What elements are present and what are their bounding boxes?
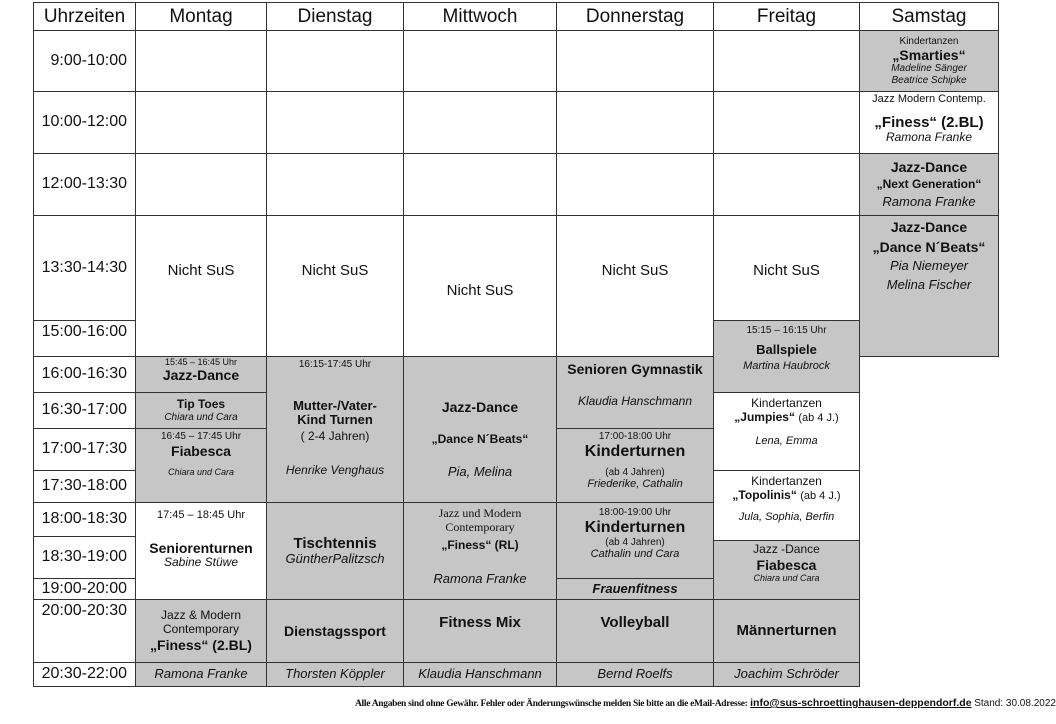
nicht-sus-label: Nicht SuS (601, 262, 669, 279)
course-jazz-dance-mon (135, 356, 267, 393)
time-cell (33, 599, 136, 663)
course-type: Kindertanzen (751, 396, 822, 410)
empty-cell (135, 91, 267, 154)
course-type: Contemporary (162, 621, 240, 636)
course-name: Kinderturnen (584, 442, 686, 460)
course-kinderturnen-1 (556, 428, 714, 503)
course-smarties (859, 30, 999, 92)
course-name: Frauenfitness (592, 580, 678, 596)
course-type: Kindertanzen (899, 35, 959, 47)
header-label: Montag (169, 5, 233, 27)
trainer: Henrike Venghaus (285, 463, 385, 478)
course-name: Seniorenturnen (149, 539, 253, 556)
empty-cell (713, 30, 860, 92)
trainer: Klaudia Hanschmann (577, 394, 693, 409)
time-label: 12:00-13:30 (41, 175, 127, 193)
empty-cell (403, 30, 557, 92)
course-senioren-gymnastik (556, 356, 714, 429)
course-time: 15:15 – 16:15 Uhr (746, 325, 827, 336)
trainer: Joachim Schröder (734, 666, 839, 682)
time-cell (33, 392, 136, 429)
course-type: Jazz Modern Contemp. (872, 93, 986, 105)
course-name: Jazz-Dance (441, 399, 519, 415)
course-age: (ab 4 J.) (800, 489, 841, 502)
course-name: „Smarties“ (892, 47, 966, 64)
course-maennerturnen (713, 599, 860, 663)
empty-cell (135, 30, 267, 92)
header-label: Mittwoch (442, 5, 518, 27)
header-donnerstag (556, 2, 714, 31)
course-dienstagssport (266, 599, 404, 663)
trainer: Ramona Franke (433, 571, 527, 587)
course-name: Fitness Mix (439, 614, 521, 631)
header-label: Donnerstag (585, 5, 685, 27)
empty-cell (266, 91, 404, 154)
time-cell (33, 320, 136, 357)
trainer: Madeline Sänger (891, 63, 967, 75)
course-name: Tip Toes (176, 396, 226, 411)
time-cell (33, 662, 136, 687)
nicht-sus-label: Nicht SuS (446, 282, 514, 299)
time-cell (33, 30, 136, 92)
course-type: Contemporary (445, 519, 515, 534)
trainer: Klaudia Hanschmann (418, 666, 542, 682)
header-mittwoch (403, 2, 557, 31)
trainer: GüntherPalitzsch (285, 551, 385, 567)
trainer: Thorsten Köppler (285, 666, 385, 682)
trainer: Sabine Stüwe (163, 554, 239, 569)
trainer: Chiara und Cara (164, 411, 238, 423)
trainer: Chiara und Cara (167, 466, 235, 477)
time-label: 18:30-19:00 (41, 548, 127, 566)
course-kinderturnen-2 (556, 502, 714, 579)
time-label: 16:30-17:00 (41, 401, 127, 419)
trainer: Cathalin und Cara (590, 548, 680, 561)
course-tip-toes (135, 392, 267, 429)
course-age: ( 2-4 Jahren) (300, 429, 370, 444)
trainer: Lena, Emma (755, 434, 818, 447)
course-age: (ab 4 Jahren) (605, 466, 665, 478)
course-name: Fiabesca (756, 556, 817, 573)
date-stamp: Stand: 30.08.2022 (974, 698, 1056, 709)
course-name: Ballspiele (756, 341, 817, 357)
time-label: 17:00-17:30 (41, 440, 127, 458)
empty-cell (266, 30, 404, 92)
nicht-sus-label: Nicht SuS (301, 262, 369, 279)
course-age: (ab 4 Jahren) (605, 536, 665, 548)
header-samstag (859, 2, 999, 31)
course-name: Senioren Gymnastik (567, 361, 703, 377)
course-seniorenturnen (135, 502, 267, 600)
course-volleyball (556, 599, 714, 663)
header-label: Uhrzeiten (43, 5, 126, 27)
course-name: Tischtennis (293, 534, 377, 552)
course-jazz-dance-wed (403, 356, 557, 503)
course-name: „Dance N´Beats“ (872, 239, 986, 256)
time-label: 15:00-16:00 (41, 323, 127, 340)
course-name: Männerturnen (736, 622, 837, 640)
nicht-sus-montag (135, 215, 267, 357)
course-tischtennis (266, 502, 404, 600)
course-name: „Finess“ (2.BL) (150, 636, 252, 653)
time-label: 16:00-16:30 (41, 365, 127, 383)
empty-cell (403, 153, 557, 216)
schedule-table (33, 2, 998, 686)
header-label: Samstag (891, 5, 967, 27)
time-label: 13:30-14:30 (41, 258, 127, 276)
time-label: 20:30-22:00 (41, 665, 127, 683)
course-type: Jazz und Modern (438, 506, 522, 520)
trainer: Friederike, Cathalin (587, 478, 683, 491)
footer-note (355, 697, 1056, 709)
footer-text: Alle Angaben sind ohne Gewähr. Fehler oder Änderungswünsche melden Sie bitte an die eMail-Adresse: (355, 699, 748, 709)
course-time: 17:00-18:00 Uhr (598, 431, 672, 442)
course-jumpies (713, 392, 860, 471)
time-label: 18:00-18:30 (41, 510, 127, 528)
course-dance-n-beats-sat (859, 215, 999, 357)
time-cell (33, 91, 136, 154)
trainer: Bernd Roelfs (597, 666, 673, 682)
course-frauenfitness (556, 578, 714, 600)
course-name: Jazz-Dance (162, 367, 240, 384)
course-name: Mutter-/Vater-Kind Turnen (293, 397, 377, 428)
course-name: „Finess“ (2.BL) (874, 113, 984, 131)
trainer: Ramona Franke (882, 193, 976, 209)
time-cell (33, 356, 136, 393)
header-time (33, 2, 136, 31)
time-label: 9:00-10:00 (50, 51, 127, 69)
empty-cell (556, 91, 714, 154)
course-finess-wed (403, 502, 557, 600)
course-ballspiele (713, 320, 860, 393)
time-cell (33, 578, 136, 600)
course-fiabesca-mon (135, 428, 267, 503)
course-name: „Jumpies“ (734, 409, 795, 424)
course-type: Jazz & Modern (160, 608, 242, 623)
course-name: Volleyball (600, 614, 670, 631)
trainer: Pia, Melina (447, 463, 513, 479)
header-label: Dienstag (297, 5, 373, 27)
course-name: Fiabesca (171, 442, 231, 459)
trainer: Martina Haubrock (743, 360, 830, 373)
empty-cell (713, 91, 860, 154)
header-label: Freitag (756, 5, 817, 27)
trainer: Pia Niemeyer (889, 258, 969, 274)
time-label: 10:00-12:00 (41, 113, 127, 131)
nicht-sus-label: Nicht SuS (753, 262, 820, 279)
header-dienstag (266, 2, 404, 31)
time-cell (33, 502, 136, 537)
course-name: „Next Generation“ (876, 177, 982, 192)
time-cell (33, 470, 136, 503)
trainer: Ramona Franke (154, 666, 248, 682)
course-time: 16:45 – 17:45 Uhr (160, 431, 242, 442)
nicht-sus-dienstag (266, 215, 404, 357)
course-type: Jazz-Dance (890, 219, 968, 235)
course-finess-mon (135, 599, 267, 663)
course-time: 18:00-19:00 Uhr (598, 507, 672, 518)
course-topolinis (713, 470, 860, 541)
empty-cell (266, 153, 404, 216)
empty-cell (556, 30, 714, 92)
course-age: (ab 4 J.) (798, 411, 839, 424)
course-name: „Finess“ (RL) (441, 537, 519, 552)
course-type: Jazz -Dance (753, 542, 820, 556)
course-time: 15:45 – 16:45 Uhr (164, 357, 238, 367)
email-link[interactable]: info@sus-schroettinghausen-deppendorf.de (750, 697, 972, 709)
nicht-sus-label: Nicht SuS (167, 262, 235, 279)
course-mutter-vater-kind (266, 356, 404, 503)
trainer: Beatrice Schipke (891, 74, 967, 86)
course-next-generation (859, 153, 999, 216)
course-name: Dienstagssport (284, 622, 386, 639)
course-time: 17:45 – 18:45 Uhr (156, 509, 246, 521)
course-time: 16:15-17:45 Uhr (298, 359, 372, 370)
time-label: 17:30-18:00 (41, 477, 127, 495)
course-type: Jazz-Dance (890, 159, 968, 176)
time-cell (33, 153, 136, 216)
nicht-sus-donnerstag (556, 215, 714, 357)
trainer-cell (403, 662, 557, 687)
time-cell (33, 536, 136, 579)
time-label: 20:00-20:30 (41, 602, 127, 619)
course-type: Kindertanzen (751, 474, 822, 488)
course-name: „Topolinis“ (732, 487, 797, 502)
empty-cell (556, 153, 714, 216)
nicht-sus-freitag (713, 215, 860, 321)
nicht-sus-mittwoch (403, 215, 557, 357)
time-cell (33, 428, 136, 471)
trainer: Melina Fischer (886, 277, 972, 293)
empty-cell (403, 91, 557, 154)
header-montag (135, 2, 267, 31)
course-fitness-mix (403, 599, 557, 663)
header-freitag (713, 2, 860, 31)
empty-cell (135, 153, 267, 216)
trainer: Chiara und Cara (753, 572, 820, 583)
course-finess-sat (859, 91, 999, 154)
empty-cell (713, 153, 860, 216)
trainer-cell (135, 662, 267, 687)
course-name: Kinderturnen (584, 518, 686, 536)
course-subname: „Dance N´Beats“ (431, 432, 529, 447)
time-cell (33, 215, 136, 321)
trainer: Ramona Franke (885, 129, 973, 144)
trainer-cell (556, 662, 714, 687)
trainer-cell (266, 662, 404, 687)
course-fiabesca-fri (713, 540, 860, 600)
time-label: 19:00-20:00 (41, 579, 127, 597)
trainer: Jula, Sophia, Berfin (738, 510, 835, 523)
trainer-cell (713, 662, 860, 687)
